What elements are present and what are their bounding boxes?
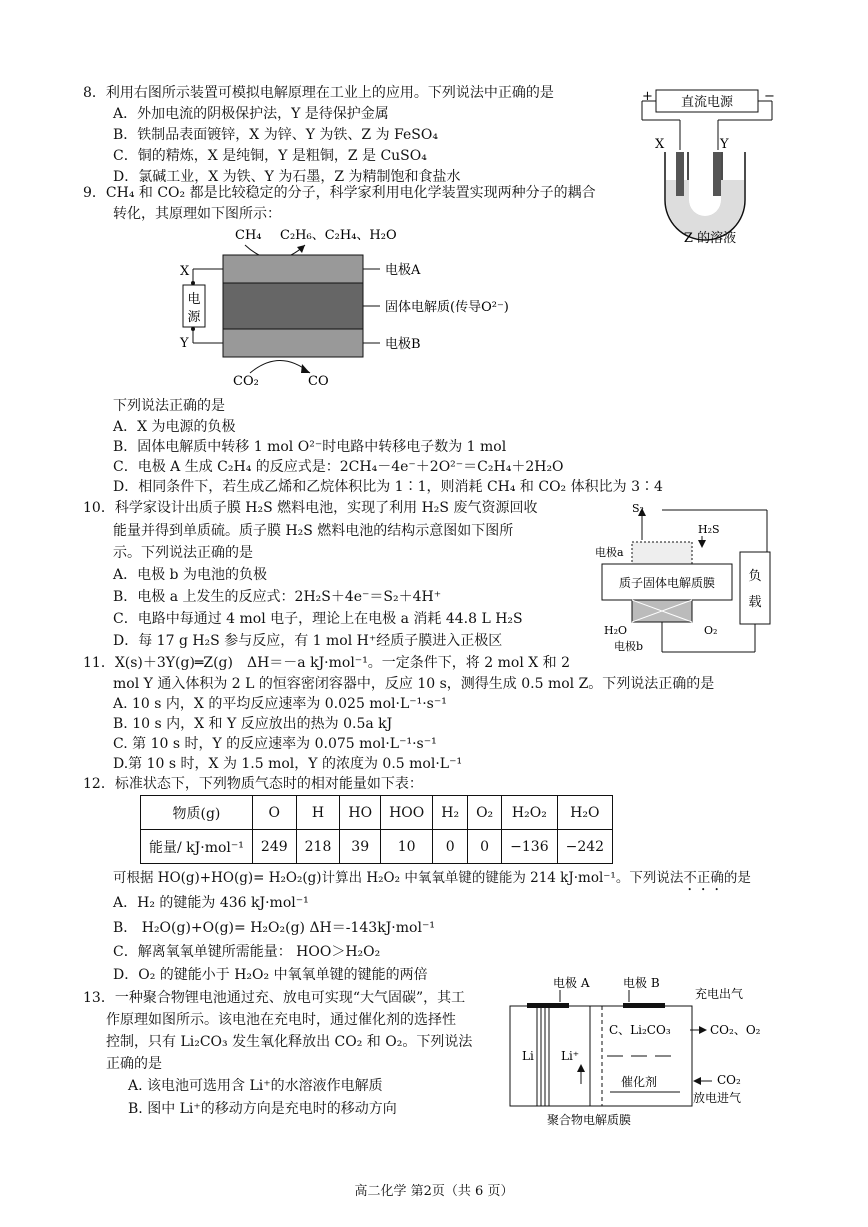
- q11-stem-line2: mol Y 通入体积为 2 L 的恒容密闭容器中，反应 10 s，测得生成 0.5 mol Z。下列说法正确的是: [113, 676, 715, 692]
- q9-power-char2: 源: [187, 310, 201, 325]
- table-cell: 0: [468, 830, 502, 864]
- table-cell: 能量/ kJ·mol⁻¹: [141, 830, 253, 864]
- q12-stem: 12．标准状态下，下列物质气态时的相对能量如下表：: [83, 776, 423, 792]
- q12-option-d: D．O₂ 的键能小于 H₂O₂ 中氧氧单键的键能的两倍: [113, 967, 428, 983]
- table-cell: 39: [340, 830, 381, 864]
- q13-caption: 聚合物电解质膜: [547, 1113, 632, 1127]
- q9-option-d: D．相同条件下，若生成乙烯和乙烷体积比为 1∶1，则消耗 CH₄ 和 CO₂ 体积比为 3∶4: [113, 479, 663, 495]
- table-cell: HOO: [381, 796, 433, 830]
- q10-option-c: C．电路中每通过 4 mol 电子，理论上在电极 a 消耗 44.8 L H₂S: [113, 611, 523, 627]
- q8-y-label: Y: [720, 137, 729, 152]
- q9-bottom-output: CO: [308, 374, 329, 389]
- q10-membrane: 质子固体电解质膜: [618, 576, 716, 590]
- table-cell: HO: [340, 796, 381, 830]
- q10-h2s-label: H₂S: [698, 523, 720, 536]
- q12-emphasis: 不正确: [683, 870, 724, 886]
- q9-y-label: Y: [180, 336, 189, 351]
- q10-option-b: B．电极 a 上发生的反应式：2H₂S＋4e⁻＝S₂＋4H⁺: [113, 589, 442, 605]
- q10-stem-line3: 示。下列说法正确的是: [113, 545, 253, 561]
- table-cell: −136: [502, 830, 557, 864]
- table-cell: O₂: [468, 796, 502, 830]
- q9-option-b: B．固体电解质中转移 1 mol O²⁻时电路中转移电子数为 1 mol: [113, 439, 507, 455]
- q10-load-char2: 载: [748, 595, 762, 610]
- q9-option-c: C．电极 A 生成 C₂H₄ 的反应式是：2CH₄－4e⁻＋2O²⁻＝C₂H₄＋2H₂O: [113, 459, 564, 475]
- q10-option-d: D．每 17 g H₂S 参与反应，有 1 mol H⁺经质子膜进入正极区: [113, 633, 503, 649]
- q9-electrochem-figure: [175, 223, 555, 393]
- q9-stem-line2: 转化，其原理如下图所示：: [113, 206, 281, 222]
- q8-option-d: D．氯碱工业，X 为铁、Y 为石墨，Z 为精制饱和食盐水: [113, 169, 461, 185]
- q8-option-a: A．外加电流的阴极保护法，Y 是待保护金属: [113, 106, 389, 122]
- table-cell: 0: [433, 830, 468, 864]
- q9-top-input: CH₄: [235, 228, 262, 243]
- q11-option-c: C. 第 10 s 时，Y 的反应速率为 0.075 mol·L⁻¹·s⁻¹: [113, 736, 437, 752]
- q8-electrolysis-figure: [640, 80, 780, 255]
- q8-option-b: B．铁制品表面镀锌，X 为锌、Y 为铁、Z 为 FeSO₄: [113, 127, 438, 143]
- q9-electrode-b: 电极B: [385, 337, 421, 352]
- q13-electrode-a: 电极 A: [553, 976, 590, 990]
- q10-o2-label: O₂: [704, 624, 718, 637]
- q10-s2-label: S₂: [632, 502, 644, 515]
- q10-fuel-cell-figure: [592, 500, 792, 660]
- q11-option-b: B. 10 s 内，X 和 Y 反应放出的热为 0.5a kJ: [113, 716, 393, 732]
- q10-stem-line1: 10．科学家设计出质子膜 H₂S 燃料电池，实现了利用 H₂S 废气资源回收: [83, 500, 538, 516]
- q13-co2-o2: CO₂、O₂: [710, 1023, 761, 1037]
- q9-prompt: 下列说法正确的是: [113, 398, 225, 414]
- q9-top-output: C₂H₆、C₂H₄、H₂O: [280, 228, 397, 243]
- q10-stem-line2: 能量并得到单质硫。质子膜 H₂S 燃料电池的结构示意图如下图所: [113, 523, 514, 539]
- q13-electrode-b: 电极 B: [623, 976, 660, 990]
- q13-discharge-in: 放电进气: [693, 1091, 742, 1105]
- q9-stem-line1: 9．CH₄ 和 CO₂ 都是比较稳定的分子，科学家利用电化学装置实现两种分子的耦合: [83, 185, 596, 201]
- table-cell: H₂O: [557, 796, 612, 830]
- q11-option-a: A. 10 s 内，X 的平均反应速率为 0.025 mol·L⁻¹·s⁻¹: [113, 696, 447, 712]
- q13-c-li2co3: C、Li₂CO₃: [609, 1023, 671, 1037]
- q10-electrode-b: 电极b: [614, 640, 644, 653]
- table-cell: 10: [381, 830, 433, 864]
- table-cell: 218: [296, 830, 340, 864]
- q13-stem-line3: 控制，只有 Li₂CO₃ 发生氧化释放出 CO₂ 和 O₂。下列说法: [106, 1034, 473, 1050]
- q13-battery-figure: [505, 972, 795, 1132]
- energy-table-header-row: [141, 796, 613, 830]
- q12-option-a: A．H₂ 的键能为 436 kJ·mol⁻¹: [113, 895, 309, 911]
- q9-electrolyte: 固体电解质(传导O²⁻): [385, 300, 509, 315]
- energy-table: [140, 795, 613, 864]
- q10-load-char1: 负: [748, 569, 762, 584]
- q9-electrode-a: 电极A: [385, 263, 421, 278]
- q13-li-ion-label: Li⁺: [561, 1049, 580, 1063]
- table-cell: 物质(g): [141, 796, 253, 830]
- q8-caption: Z 的溶液: [683, 231, 737, 246]
- q12-option-c: C．解离氧氧单键所需能量： HOO＞H₂O₂: [113, 944, 381, 960]
- q8-stem: 8．利用右图所示装置可模拟电解原理在工业上的应用。下列说法中正确的是: [83, 85, 554, 101]
- q12-tail: 的是: [723, 870, 751, 886]
- q13-stem-line2: 作原理如图所示。该电池在充电时，通过催化剂的选择性: [106, 1012, 456, 1028]
- q13-option-b: B. 图中 Li⁺的移动方向是充电时的移动方向: [128, 1101, 397, 1117]
- table-cell: H₂: [433, 796, 468, 830]
- q11-option-d: D.第 10 s 时，X 为 1.5 mol，Y 的浓度为 0.5 mol·L⁻¹: [113, 756, 463, 772]
- q13-charge-out: 充电出气: [695, 987, 744, 1001]
- q10-h2o-label: H₂O: [604, 624, 628, 637]
- q13-stem-line4: 正确的是: [106, 1056, 162, 1072]
- q9-option-a: A．X 为电源的负极: [113, 419, 236, 435]
- q13-co2-in: CO₂: [717, 1073, 741, 1087]
- energy-table-value-row: [141, 830, 613, 864]
- q8-x-label: X: [655, 137, 665, 152]
- q9-bottom-input: CO₂: [233, 374, 259, 389]
- q11-stem-line1: 11．X(s)＋3Y(g)═Z(g) ΔH＝－a kJ·mol⁻¹。一定条件下，将 2 mol X 和 2: [83, 655, 571, 671]
- table-cell: O: [252, 796, 296, 830]
- q12-after-text: 可根据 HO(g)+HO(g)= H₂O₂(g)计算出 H₂O₂ 中氧氧单键的键能为 214 kJ·mol⁻¹。下列说法: [113, 870, 684, 886]
- q8-power-label: 直流电源: [680, 95, 734, 110]
- q13-stem-line1: 13．一种聚合物锂电池通过充、放电可实现“大气固碳”，其工: [83, 990, 466, 1006]
- q8-option-c: C．铜的精炼，X 是纯铜，Y 是粗铜，Z 是 CuSO₄: [113, 148, 427, 164]
- q10-option-a: A．电极 b 为电池的负极: [113, 567, 267, 583]
- q8-plus-sign: +: [642, 89, 653, 104]
- table-cell: H₂O₂: [502, 796, 557, 830]
- q9-power-char1: 电: [187, 292, 201, 307]
- q13-li-label: Li: [522, 1049, 534, 1063]
- q10-electrode-a: 电极a: [595, 546, 624, 559]
- q12-after-table: [113, 868, 751, 894]
- q8-minus-sign: −: [764, 89, 775, 104]
- page-footer: 高二化学 第2页（共 6 页）: [354, 1184, 514, 1199]
- q13-option-a: A. 该电池可选用含 Li⁺的水溶液作电解质: [128, 1078, 383, 1094]
- q12-option-b: B． H₂O(g)+O(g)= H₂O₂(g) ΔH＝-143kJ·mol⁻¹: [113, 920, 435, 936]
- q9-x-label: X: [180, 264, 190, 279]
- q13-catalyst: 催化剂: [621, 1075, 658, 1089]
- table-cell: −242: [557, 830, 612, 864]
- table-cell: 249: [252, 830, 296, 864]
- table-cell: H: [296, 796, 340, 830]
